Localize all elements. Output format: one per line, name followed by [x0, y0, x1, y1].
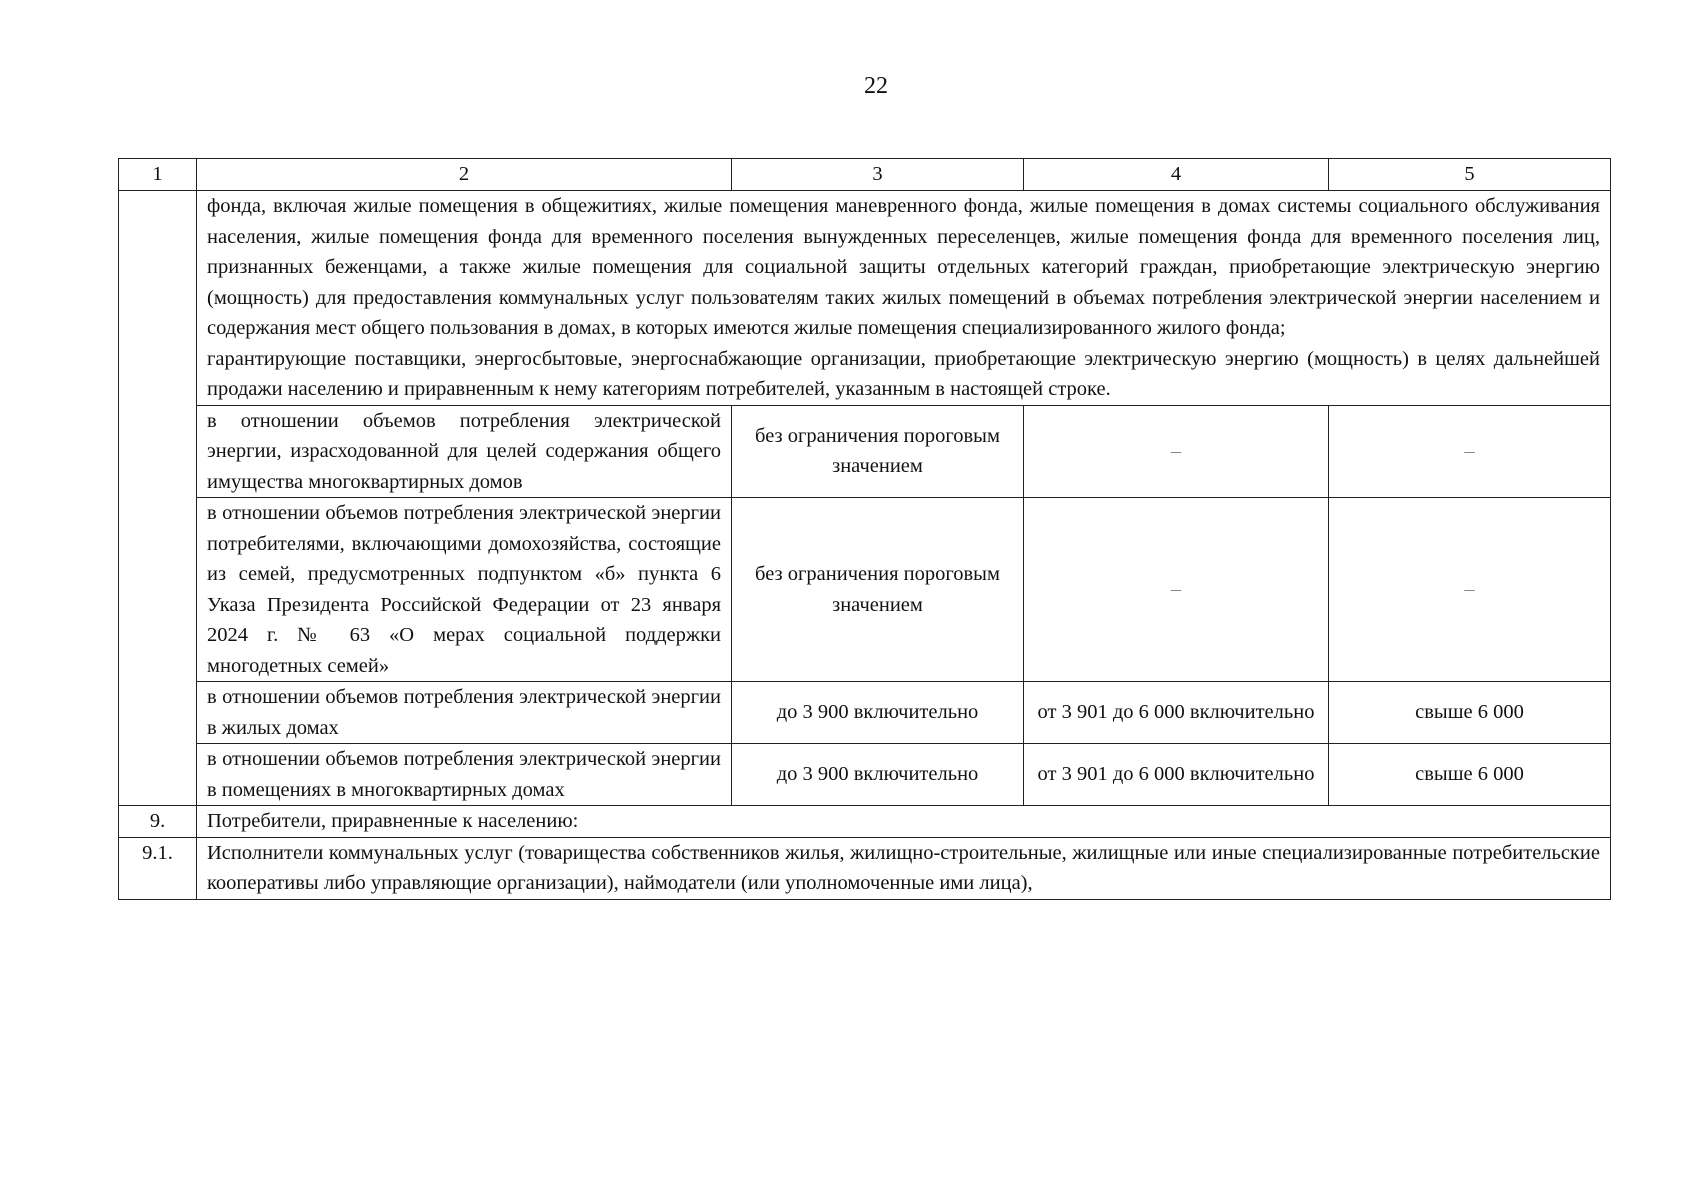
table-header-row [119, 159, 1611, 191]
row-threshold-2: – [1024, 405, 1329, 498]
row-description: в отношении объемов потребления электрической энергии в жилых домах [197, 682, 732, 744]
section-9-number: 9. [119, 806, 197, 838]
column-number-3: 3 [732, 159, 1024, 191]
section-9-1-row [119, 837, 1611, 899]
row-description: в отношении объемов потребления электрической энергии в помещениях в многоквартирных домах [197, 744, 732, 806]
column-number-1: 1 [119, 159, 197, 191]
continued-item-intro-text [197, 191, 1611, 406]
row-threshold-2: от 3 901 до 6 000 включительно [1024, 744, 1329, 806]
row-description: в отношении объемов потребления электрической энергии потребителями, включающими домохозяйства, состоящие из семей, предусмотренных подпунктом «б» пункта 6 Указа Президента Российской Федерации от 23 января 2024 г. № 63 «О мерах социальной поддержки многодетных семей» [197, 498, 732, 682]
page-number: 22 [864, 73, 888, 99]
row-threshold-2: – [1024, 498, 1329, 682]
row-description: в отношении объемов потребления электрической энергии, израсходованной для целей содержания общего имущества многоквартирных домов [197, 405, 732, 498]
row-threshold-3: – [1329, 498, 1611, 682]
row-threshold-1: без ограничения пороговым значением [732, 405, 1024, 498]
continued-item-number-cell [119, 191, 197, 806]
column-number-5: 5 [1329, 159, 1611, 191]
row-threshold-3: свыше 6 000 [1329, 682, 1611, 744]
table-row [119, 744, 1611, 806]
intro-paragraph-1: фонда, включая жилые помещения в общежитиях, жилые помещения маневренного фонда, жилые помещения в домах системы социального обслуживания населения, жилые помещения фонда для временного поселения вынужденных переселенцев, жилые помещения фонда для временного поселения лиц, признанных беженцами, а также жилые помещения для социальной защиты отдельных категорий граждан, приобретающие электрическую энергию (мощность) для предоставления коммунальных услуг пользователям таких жилых помещений в объемах потребления электрической энергии населением и содержания мест общего пользования в домах, в которых имеются жилые помещения специализированного жилого фонда; [207, 195, 1600, 339]
tariff-table [118, 158, 1611, 900]
section-9-1-text: Исполнители коммунальных услуг (товарищества собственников жилья, жилищно-строительные, жилищные или иные специализированные потребительские кооперативы либо управляющие организации), наймодатели (или уполномоченные ими лица), [197, 837, 1611, 899]
table-row [119, 498, 1611, 682]
section-9-1-number: 9.1. [119, 837, 197, 899]
table-row [119, 682, 1611, 744]
row-threshold-1: без ограничения пороговым значением [732, 498, 1024, 682]
row-threshold-2: от 3 901 до 6 000 включительно [1024, 682, 1329, 744]
row-threshold-3: свыше 6 000 [1329, 744, 1611, 806]
intro-paragraph-2: гарантирующие поставщики, энергосбытовые, энергоснабжающие организации, приобретающие электрическую энергию (мощность) в целях дальнейшей продажи населению и приравненным к нему категориям потребителей, указанным в настоящей строке. [207, 347, 1600, 400]
row-threshold-1: до 3 900 включительно [732, 682, 1024, 744]
row-threshold-3: – [1329, 405, 1611, 498]
table-row [119, 405, 1611, 498]
section-9-title: Потребители, приравненные к населению: [197, 806, 1611, 838]
column-number-4: 4 [1024, 159, 1329, 191]
section-9-row [119, 806, 1611, 838]
continued-item-intro-row [119, 191, 1611, 406]
column-number-2: 2 [197, 159, 732, 191]
row-threshold-1: до 3 900 включительно [732, 744, 1024, 806]
